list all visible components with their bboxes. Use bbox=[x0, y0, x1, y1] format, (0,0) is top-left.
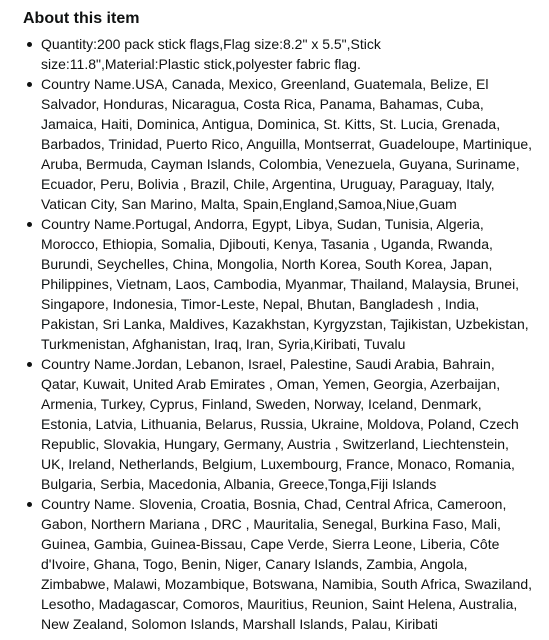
feature-bullet-countries-africa-oceania bbox=[23, 494, 535, 634]
feature-bullet-text: Country Name.Portugal, Andorra, Egypt, Libya, Sudan, Tunisia, Algeria, Morocco, Ethiopia, Somalia, Djibouti, Kenya, Tasania , Uganda, Rwanda, Burundi, Seychelles, China, Mongolia, North Korea, South Korea, Japan, Philippines, Vietnam, Laos, Cambodia, Myanmar, Thailand, Malaysia, Brunei, Singapore, Indonesia, Timor-Leste, Nepal, Bhutan, Bangladesh , India, Pakistan, Sri Lanka, Maldives, Kazakhstan, Kyrgyzstan, Tajikistan, Uzbekistan, Turkmenistan, Afghanistan, Iraq, Iran, Syria,Kiribati, Tuvalu bbox=[41, 216, 529, 352]
feature-bullet-quantity bbox=[23, 34, 535, 74]
feature-bullet-countries-europe bbox=[23, 354, 535, 494]
section-title: About this item bbox=[23, 10, 140, 27]
feature-bullet-text: Quantity:200 pack stick flags,Flag size:8.2" x 5.5",Stick size:11.8",Material:Plastic stick,polyester fabric flag. bbox=[41, 36, 381, 72]
feature-bullet-countries-asia bbox=[23, 214, 535, 354]
bullet-dot-icon bbox=[27, 362, 32, 367]
feature-bullet-list bbox=[23, 34, 535, 634]
bullet-dot-icon bbox=[27, 222, 32, 227]
bullet-dot-icon bbox=[27, 82, 32, 87]
bullet-dot-icon bbox=[27, 502, 32, 507]
feature-bullet-countries-americas bbox=[23, 74, 535, 214]
feature-bullet-text: Country Name.USA, Canada, Mexico, Greenland, Guatemala, Belize, El Salvador, Honduras, Nicaragua, Costa Rica, Panama, Bahamas, Cuba, Jamaica, Haiti, Dominica, Antigua, Dominica, St. Kitts, St. Lucia, Grenada, Barbados, Trinidad, Puerto Rico, Anguilla, Montserrat, Guadeloupe, Martinique, Aruba, Bermuda, Cayman Islands, Colombia, Venezuela, Guyana, Suriname, Ecuador, Peru, Bolivia , Brazil, Chile, Argentina, Uruguay, Paraguay, Italy, Vatican City, San Marino, Malta, Spain,England,Samoa,Niue,Guam bbox=[41, 76, 533, 212]
feature-bullet-text: Country Name. Slovenia, Croatia, Bosnia, Chad, Central Africa, Cameroon, Gabon, Northern Mariana , DRC , Mauritalia, Senegal, Burkina Faso, Mali, Guinea, Gambia, Guinea-Bissau, Cape Verde, Sierra Leone, Liberia, Côte d'Ivoire, Ghana, Togo, Benin, Niger, Canary Islands, Zambia, Angola, Zimbabwe, Malawi, Mozambique, Botswana, Namibia, South Africa, Swaziland, Lesotho, Madagascar, Comoros, Mauritius, Reunion, Saint Helena, Australia, New Zealand, Solomon Islands, Marshall Islands, Palau, Kiribati bbox=[41, 496, 532, 632]
bullet-dot-icon bbox=[27, 42, 32, 47]
feature-bullet-text: Country Name.Jordan, Lebanon, Israel, Palestine, Saudi Arabia, Bahrain, Qatar, Kuwait, United Arab Emirates , Oman, Yemen, Georgia, Azerbaijan, Armenia, Turkey, Cyprus, Finland, Sweden, Norway, Iceland, Denmark, Estonia, Latvia, Lithuania, Belarus, Russia, Ukraine, Moldova, Poland, Czech Republic, Slovakia, Hungary, Germany, Austria , Switzerland, Liechtenstein, UK, Ireland, Netherlands, Belgium, Luxembourg, France, Monaco, Romania, Bulgaria, Serbia, Macedonia, Albania, Greece,Tonga,Fiji Islands bbox=[41, 356, 519, 492]
